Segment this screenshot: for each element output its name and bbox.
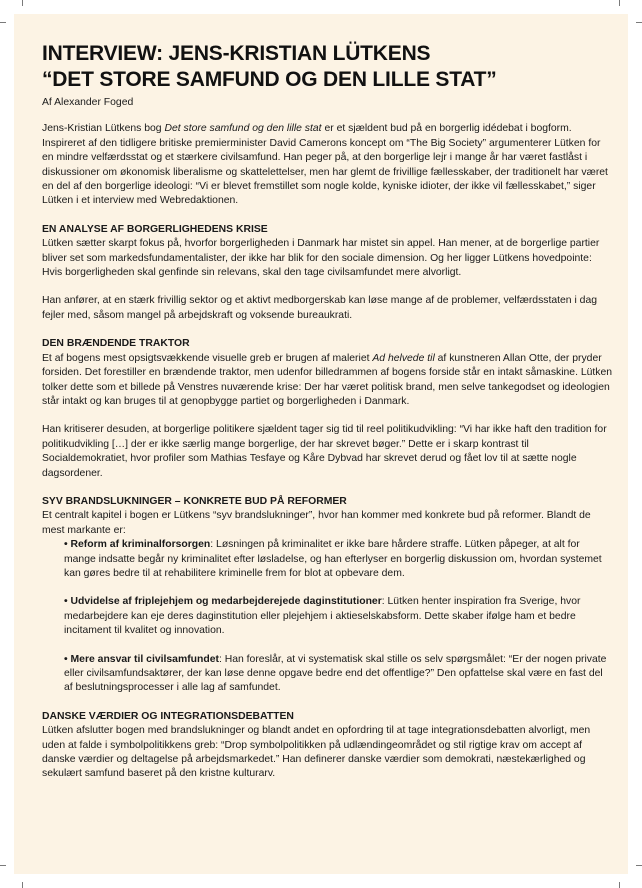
crop-mark-top-left-horizontal — [0, 22, 6, 23]
title-line-1: INTERVIEW: JENS-KRISTIAN LÜTKENS — [42, 42, 431, 65]
bullet-label: • Reform af kriminalforsorgen — [64, 539, 211, 551]
intro-paragraph — [42, 122, 614, 208]
crop-mark-top-right-horizontal — [636, 22, 642, 23]
list-item — [64, 595, 614, 638]
bullet-text: : Lütken henter inspiration fra Sverige, hvor medarbejdere kan eje deres daginstitution eller plejehjem i aktieselskabsform. Dette skaber ifølge ham et bedre incitament til kvalitet og innovation. — [64, 596, 581, 637]
byline: Af Alexander Foged — [42, 97, 134, 108]
list-item — [64, 653, 614, 696]
intro-text-before: Jens-Kristian Lütkens bog — [42, 123, 165, 135]
section-heading-traktor: DEN BRÆNDENDE TRAKTOR — [42, 338, 190, 350]
crop-mark-top-left-vertical — [22, 0, 23, 6]
crop-mark-top-right-vertical — [619, 0, 620, 6]
document-page — [14, 14, 628, 874]
crop-mark-bottom-right-vertical — [619, 882, 620, 888]
crop-mark-bottom-left-horizontal — [0, 865, 6, 866]
section-heading-analyse: EN ANALYSE AF BORGERLIGHEDENS KRISE — [42, 223, 268, 235]
bullet-text: : Løsningen på kriminalitet er ikke bare hårdere straffe. Lütken påpeger, at alt for mange indsatte begår ny kriminalitet efter løsladelse, og han efterlyser en borgerlig diskussion om, hvordan systemet kan gøres bedre til at rehabilitere kriminelle frem for blot at opbevare dem. — [64, 539, 602, 579]
section2-paragraph-2: Han kritiserer desuden, at borgerlige politikere sjældent tager sig tid til reel politikudvikling: “Vi har ikke haft den tradition for politikudvikling […] der er ikke særlig mange borgerlige, der har skrevet bøger.” Dette er i skarp kontrast til Socialdemokratiet, hvor profiler som Mathias Tesfaye og Kåre Dybvad har skrevet derud og fået lov til at sætte nogle dagsordener. — [42, 424, 607, 479]
section-heading-brandslukninger: SYV BRANDSLUKNINGER – KONKRETE BUD PÅ REFORMER — [42, 495, 347, 507]
section2-paragraph-1 — [42, 352, 614, 410]
reform-list — [42, 538, 614, 696]
section2-text-before: Et af bogens mest opsigtsvækkende visuelle greb er brugen af maleriet — [42, 352, 373, 364]
bullet-text: : Han foreslår, at vi systematisk skal stille os selv spørgsmålet: “Er der nogen private eller civilsamfundsaktører, der kan løse denne opgave bedre end det offentlige?” Den opfattelse skal være en fast del af beslutningsprocesser i alle lag af samfundet. — [64, 653, 607, 694]
list-item — [64, 538, 614, 581]
title-line-2: “DET STORE SAMFUND OG DEN LILLE STAT” — [42, 68, 497, 91]
intro-text-after: er et sjældent bud på en borgerlig idédebat i bogform. Inspireret af den tidligere britiske premierminister David Camerons koncept om “The Big Society” argumenterer Lütken for en mindre velfærdsstat og et stærkere civilsamfund. Han peger på, at den borgerlige lejr i mange år har været fastlåst i diskussioner om økonomisk liberalisme og skattelettelser, men har glemt de frivillige fællesskaber, der traditionelt har været en del af den borgerlige ideologi: “Vi er blevet fremstillet som nogle kolde, kyniske idioter, der ikke vil fællesskabet,” siger Lütken i et interview med Webredaktionen. — [42, 123, 608, 207]
crop-mark-bottom-right-horizontal — [636, 865, 642, 866]
section4-paragraph-1: Lütken afslutter bogen med brandslukninger og blandt andet en opfordring til at tage integrationsdebatten alvorligt, men uden at falde i symbolpolitikkens greb: “Drop symbolpolitikken på udlændingeområdet og stil rigtige krav om accept af danske værdier og deltagelse på arbejdsmarkedet.” Han definerer danske værdier som demokrati, næstekærlighed og sekulært samfund baseret på den kristne kulturarv. — [42, 725, 591, 780]
bullet-label: • Mere ansvar til civilsamfundet — [64, 653, 219, 665]
article-title — [42, 41, 614, 93]
section3-intro: Et centralt kapitel i bogen er Lütkens “syv brandslukninger”, hvor han kommer med konkrete bud på reformer. Blandt de mest markante er: — [42, 510, 591, 536]
painting-title: Ad helvede til — [372, 352, 435, 364]
section1-paragraph-2: Han anfører, at en stærk frivillig sektor og et aktivt medborgerskab kan løse mange af de problemer, velfærdsstaten i dag fejler med, såsom mangel på arbejdskraft og voksende bureaukrati. — [42, 295, 598, 321]
article — [42, 41, 614, 796]
section1-paragraph-1: Lütken sætter skarpt fokus på, hvorfor borgerligheden i Danmark har mistet sin appel. Han mener, at de borgerlige partier bliver set som markedsfundamentalister, der ikke har blik for den sociale dimension. Og her ligger Lütkens hovedpointe: Hvis borgerligheden skal genfinde sin relevans, skal den tage civilsamfundet mere alvorligt. — [42, 238, 600, 279]
section-heading-vaerdier: DANSKE VÆRDIER OG INTEGRATIONSDEBATTEN — [42, 710, 294, 722]
section2-text-after: af kunstneren Allan Otte, der pryder forsiden. Det forestiller en brændende traktor, men udenfor billedrammen af bogens forside står en intakt såmaskine. Lütken tolker dette som et billede på Venstres nuværende krise: Der har været politisk brand, men selve tankegodset og ideologien står intakt og kan bruges til at genopbygge partiet og borgerligheden i Danmark. — [42, 352, 613, 407]
book-title: Det store samfund og den lille stat — [164, 123, 322, 135]
bullet-label: • Udvidelse af friplejehjem og medarbejderejede daginstitutioner — [64, 596, 382, 608]
crop-mark-bottom-left-vertical — [22, 882, 23, 888]
